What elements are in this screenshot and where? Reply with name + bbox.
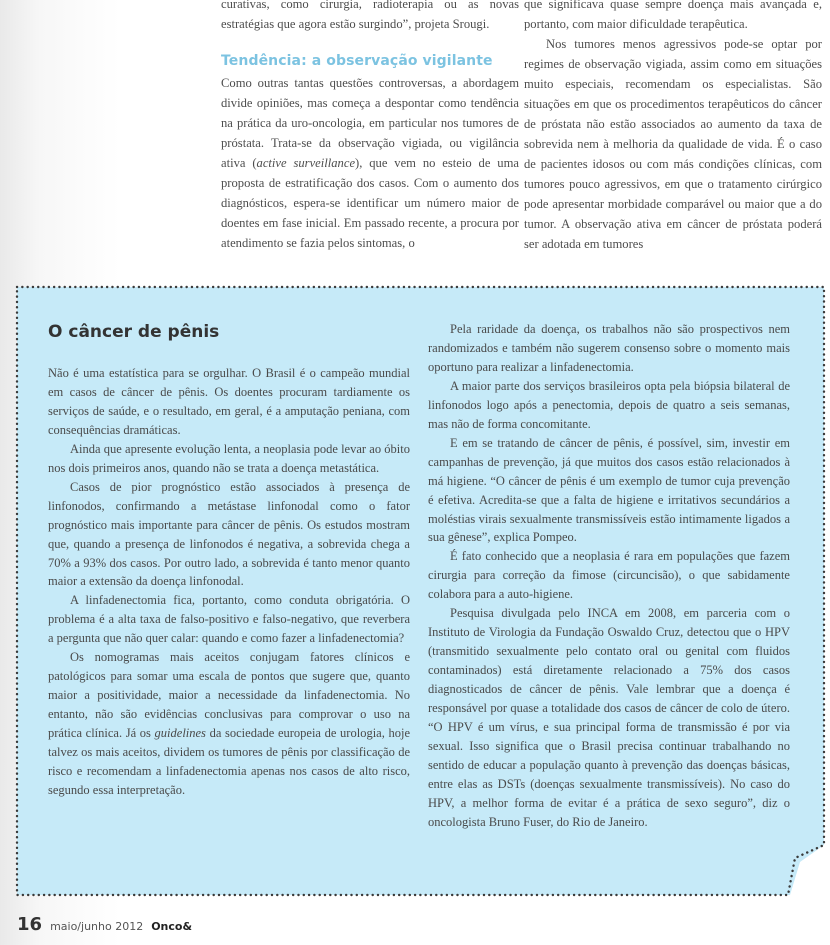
paragraph-text: ), que vem no esteio de uma proposta de estratificação dos casos. Com o aumento dos diagnósticos, espera-se identificar um número maior de doentes em fase inicial. Em passado recente, a procura por atendimento se fazia pelos sintomas, o [221, 156, 519, 250]
article-lead-text: curativas, como cirurgia, radioterapia ou as novas estratégias que agora estão surgindo”, projeta Srougi. [221, 0, 519, 31]
sidebar-paragraph: É fato conhecido que a neoplasia é rara em populações que fazem cirurgia para correção da fimose (circuncisão), o que sabidamente colabora para a auto-higiene. [428, 549, 790, 602]
sidebar-paragraph [48, 648, 410, 800]
sidebar-paragraph: E em se tratando de câncer de pênis, é possível, sim, investir em campanhas de prevenção, já que muitos dos casos estão relacionados à má higiene. “O câncer de pênis é um exemplo de tumor cuja prevenção é efetiva. Acredita-se que a falta de higiene e irritativos secundários a moléstias virais sexualmente transmissíveis estão intimamente ligados a sua gênese”, explica Pompeo. [428, 435, 790, 545]
sidebar-column-left [48, 364, 410, 800]
italic-term: guidelines [154, 726, 206, 741]
sidebar-paragraph: A maior parte dos serviços brasileiros opta pela biópsia bilateral de linfonodos logo após a penectomia, depois de quatro a seis semanas, mas não de forma concomitante. [428, 378, 790, 431]
sidebar-box-title: O câncer de pênis [48, 322, 220, 342]
sidebar-column-right [428, 320, 790, 832]
paragraph-text: Como outras tantas questões controversas, a abordagem divide opiniões, mas começa a despontar como tendência na prática da uro-oncologia, em particular nos tumores de próstata. Trata-se da observação vigiada, ou vigilância ativa ( [221, 76, 519, 170]
sidebar-paragraph: Não é uma estatística para se orgulhar. O Brasil é o campeão mundial em casos de câncer de pênis. Os doentes procuram tardiamente os serviços de saúde, e o resultado, em geral, é a amputação peniana, com consequências dramáticas. [48, 366, 410, 437]
publication-name: Onco& [151, 920, 193, 933]
issue-date: maio/junho 2012 [50, 920, 144, 933]
sidebar-paragraph: A linfadenectomia fica, portanto, como conduta obrigatória. O problema é a alta taxa de falso-positivo e falso-negativo, que reverbera a pergunta que não quer calar: quando e como fazer a linfadenectomia? [48, 593, 410, 646]
page-number: 16 [17, 914, 43, 935]
sidebar-paragraph: Pesquisa divulgada pelo INCA em 2008, em parceria com o Instituto de Virologia da Fundação Oswaldo Cruz, detectou que o HPV (transmitido sexualmente pelo contato oral ou genital com fluidos contaminados) está diretamente relacionado a 75% dos casos diagnosticados de câncer de pênis. Vale lembrar que a doença é responsável por quase a totalidade dos casos de câncer de colo de útero. “O HPV é um vírus, e sua principal forma de transmissão é por via sexual. Isso significa que o Brasil precisa continuar trabalhando no sentido de educar a população quanto à prevenção das doenças básicas, entre elas as DSTs (doenças sexualmente transmissíveis). No caso do HPV, a melhor forma de evitar é a prática de sexo seguro”, diz o oncologista Bruno Fuser, do Rio de Janeiro. [428, 606, 790, 829]
sidebar-paragraph: Casos de pior prognóstico estão associados à presença de linfonodos, confirmando a metástase linfonodal como o fator prognóstico mais importante para câncer de pênis. Os estudos mostram que, quando a presença de linfonodos é negativa, a sobrevida chega a 70% a 93% dos casos. Por outro lado, a sobrevida é tanto menor quanto maior a extensão da doença linfonodal. [48, 479, 410, 589]
paragraph-text: da sociedade europeia de urologia, hoje talvez os mais aceitos, dividem os tumores de pênis por classificação de risco e recomendam a linfadenectomia apenas nos casos de alto risco, segundo essa interpretação. [48, 726, 410, 797]
page-footer [17, 914, 192, 935]
italic-term: active surveillance [256, 156, 356, 170]
article-lead-text: que significava quase sempre doença mais avançada e, portanto, com maior dificuldade terapêutica. [524, 0, 822, 31]
sidebar-paragraph: Ainda que apresente evolução lenta, a neoplasia pode levar ao óbito nos dois primeiros anos, quando não se trata a doença metastática. [48, 441, 410, 475]
article-paragraph: Nos tumores menos agressivos pode-se optar por regimes de observação vigiada, assim como em situações muito especiais, recomendam os especialistas. São situações em que os procedimentos terapêuticos do câncer de próstata não estão associados ao aumento da taxa de sobrevida nem à melhoria da qualidade de vida. É o caso de pacientes idosos ou com más condições clínicas, com tumores pouco agressivos, em que o tratamento cirúrgico pode apresentar morbidade comparável ou maior que a do tumor. A observação ativa em câncer de próstata poderá ser adotada em tumores [524, 37, 822, 251]
sidebar-paragraph: Pela raridade da doença, os trabalhos não são prospectivos nem randomizados e também não sugerem consenso sobre o momento mais oportuno para realizar a linfadenectomia. [428, 322, 790, 374]
paragraph-text: Os nomogramas mais aceitos conjugam fatores clínicos e patológicos para somar uma escala de pontos que sugere que, quanto maior a positividade, maior a necessidade da linfadenectomia. No entanto, não são evidências conclusivas para comprovar o uso na prática clínica. Já os [48, 650, 410, 741]
section-subheading: Tendência: a observação vigilante [221, 53, 493, 69]
